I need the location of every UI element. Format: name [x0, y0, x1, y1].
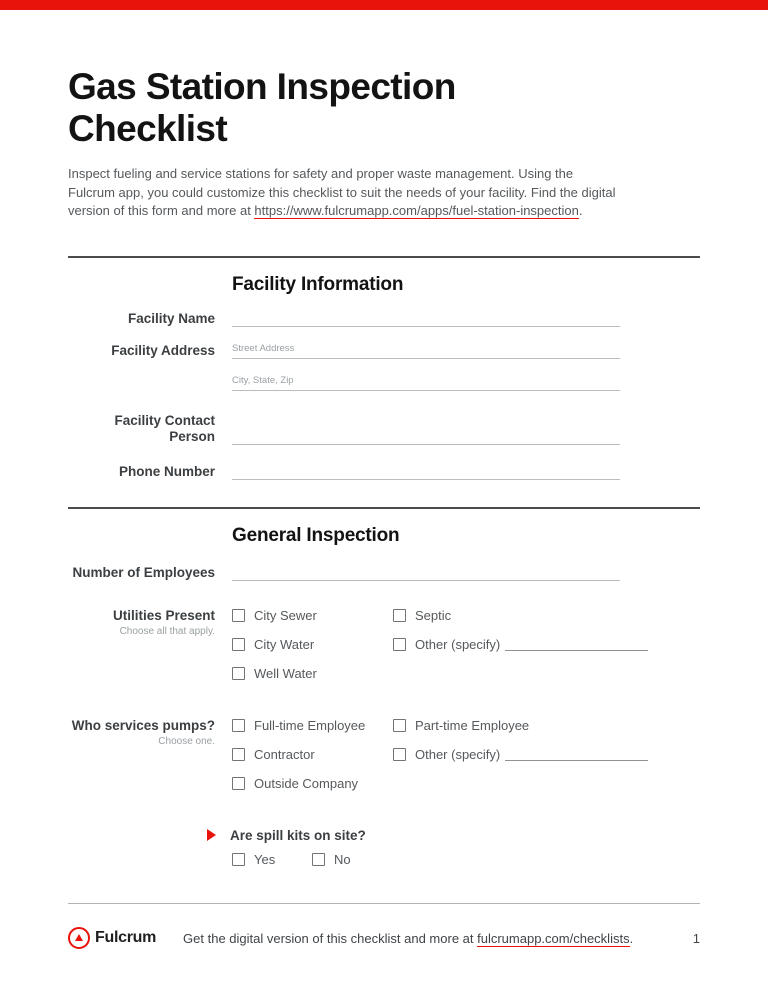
checkbox-well-water[interactable] [232, 667, 245, 680]
checkbox-outside-company[interactable] [232, 777, 245, 790]
checkbox-label: Other (specify) [415, 637, 501, 652]
option-parttime-employee [393, 718, 683, 734]
intro-link[interactable]: https://www.fulcrumapp.com/apps/fuel-station-inspection [254, 203, 579, 218]
option-pumps-other [393, 747, 683, 763]
checkbox-city-sewer[interactable] [232, 609, 245, 622]
fulcrum-brand-name: Fulcrum [95, 929, 157, 946]
facility-address-fields [232, 343, 620, 391]
footer-text-period: . [629, 930, 634, 946]
intro-text: Inspect fueling and service stations for safety and proper waste management. Using the Fulcrum app, you could customize this checklist to suit the needs of your facility. Find the digital version of this form and more at [68, 166, 616, 218]
checkbox-label: Contractor [254, 747, 315, 762]
checkbox-label: Part-time Employee [415, 718, 530, 733]
option-city-water [232, 637, 393, 653]
checkbox-label: Yes [254, 852, 276, 867]
page-title: Gas Station Inspection Checklist [68, 66, 456, 149]
page-number: 1 [692, 930, 700, 946]
pumps-other-specify-line[interactable] [505, 749, 648, 761]
spill-kits-options [232, 852, 700, 868]
checkbox-no[interactable] [312, 853, 325, 866]
city-state-zip-hint: City, State, Zip [232, 374, 294, 386]
checkbox-septic[interactable] [393, 609, 406, 622]
checkbox-city-water[interactable] [232, 638, 245, 651]
pumps-label: Who services pumps? [71, 717, 215, 733]
option-utilities-other [393, 637, 683, 653]
spill-kits-question: Are spill kits on site? [230, 827, 366, 843]
intro-paragraph [68, 165, 620, 221]
facility-name-label: Facility Name [127, 310, 215, 326]
pumps-hint: Choose one. [158, 735, 215, 747]
option-septic [393, 608, 683, 624]
checkbox-label: Well Water [254, 666, 317, 681]
general-inspection-title: General Inspection [232, 524, 400, 546]
utilities-hint: Choose all that apply. [119, 625, 215, 637]
option-well-water [232, 666, 393, 682]
utilities-head [68, 608, 215, 638]
pumps-head [68, 718, 215, 748]
checkbox-parttime-employee[interactable] [393, 719, 406, 732]
option-no [312, 852, 392, 868]
checkbox-utilities-other[interactable] [393, 638, 406, 651]
pumps-column-2 [393, 718, 683, 805]
footer-text-before-link: Get the digital version of this checklist and more at [183, 930, 478, 946]
spill-kits-question-block [207, 828, 700, 868]
checkbox-label: Full-time Employee [254, 718, 366, 733]
utilities-label: Utilities Present [112, 607, 215, 623]
facility-address-row [68, 343, 700, 391]
footer-divider [68, 903, 700, 904]
phone-number-label: Phone Number [118, 463, 215, 479]
pumps-service-group [68, 718, 700, 805]
street-address-input-line[interactable] [232, 343, 620, 359]
facility-information-title: Facility Information [232, 273, 404, 295]
page-content [68, 10, 700, 868]
facility-contact-label: Facility Contact Person [114, 412, 215, 444]
phone-number-input-line[interactable] [232, 464, 620, 480]
section-divider [68, 507, 700, 509]
employees-input-line[interactable] [232, 565, 620, 581]
checkbox-label: Septic [415, 608, 452, 623]
facility-address-label: Facility Address [111, 342, 215, 358]
option-outside-company [232, 776, 393, 792]
red-arrow-icon [207, 829, 216, 841]
intro-period: . [578, 203, 583, 218]
footer [68, 921, 700, 955]
top-accent-bar [0, 0, 768, 10]
option-contractor [232, 747, 393, 763]
footer-link[interactable]: fulcrumapp.com/checklists [477, 930, 630, 946]
footer-text [183, 931, 633, 946]
option-city-sewer [232, 608, 393, 624]
option-fulltime-employee [232, 718, 393, 734]
facility-contact-row [68, 413, 700, 445]
checkbox-contractor[interactable] [232, 748, 245, 761]
employees-label: Number of Employees [72, 564, 215, 580]
checkbox-label: City Sewer [254, 608, 317, 623]
city-state-zip-input-line[interactable] [232, 375, 620, 391]
phone-number-row [68, 464, 700, 480]
checkbox-label: City Water [254, 637, 315, 652]
checkbox-yes[interactable] [232, 853, 245, 866]
pumps-options [232, 718, 683, 805]
spill-kits-question-line [207, 828, 700, 843]
facility-contact-input-line[interactable] [232, 429, 620, 445]
utilities-options [232, 608, 683, 695]
checkbox-label: Other (specify) [415, 747, 501, 762]
facility-name-row [68, 311, 700, 327]
street-address-hint: Street Address [232, 342, 295, 354]
facility-name-input-line[interactable] [232, 311, 620, 327]
utilities-column-1 [232, 608, 393, 695]
section-divider [68, 256, 700, 258]
utilities-column-2 [393, 608, 683, 695]
pumps-column-1 [232, 718, 393, 805]
checkbox-label: Outside Company [254, 776, 359, 791]
employees-row [68, 565, 700, 581]
fulcrum-logo-triangle [75, 934, 83, 941]
checkbox-fulltime-employee[interactable] [232, 719, 245, 732]
utilities-present-group [68, 608, 700, 695]
checkbox-label: No [334, 852, 351, 867]
fulcrum-logo-icon [68, 927, 90, 949]
option-yes [232, 852, 312, 868]
utilities-other-specify-line[interactable] [505, 639, 648, 651]
checkbox-pumps-other[interactable] [393, 748, 406, 761]
